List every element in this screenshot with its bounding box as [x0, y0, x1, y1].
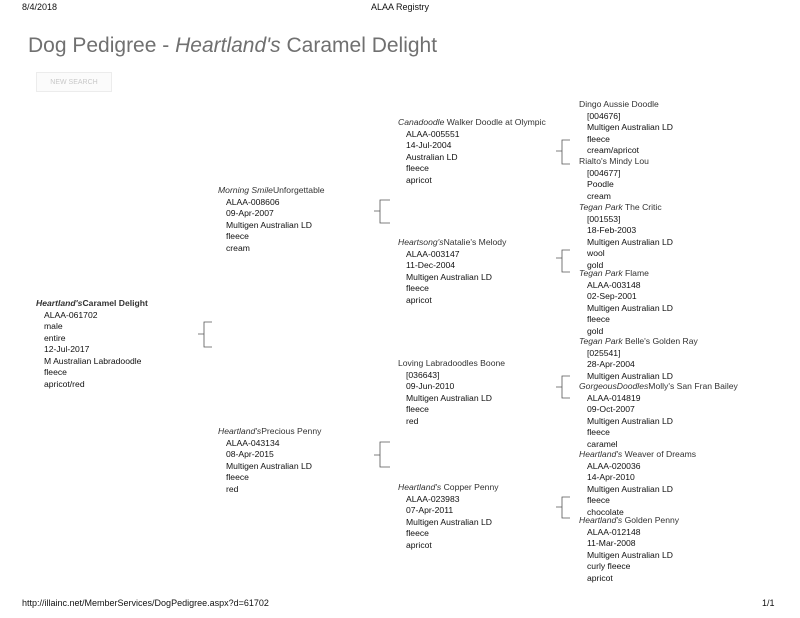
dog-detail: Multigen Australian LD — [226, 219, 312, 230]
dog-detail: cream — [226, 242, 250, 253]
dog-detail: cream — [587, 190, 611, 201]
dog-detail: curly fleece — [587, 561, 631, 571]
kennel-prefix: GorgeousDoodles — [579, 381, 649, 391]
dog-detail: Multigen Australian LD — [587, 370, 673, 381]
dog-name-link[interactable] — [398, 482, 499, 494]
dog-detail: [004677] — [587, 167, 621, 178]
print-page-number: 1/1 — [762, 598, 775, 608]
dog-detail: ALAA-003148 — [587, 279, 641, 290]
dog-name-link[interactable] — [218, 185, 325, 197]
dog-name-link[interactable] — [218, 426, 321, 438]
dog-dam-dam — [398, 482, 499, 551]
dog-detail: chocolate — [587, 506, 624, 517]
dog-detail: apricot — [406, 539, 432, 550]
dog-detail: Multigen Australian LD — [226, 460, 312, 471]
dog-name-link[interactable] — [579, 99, 673, 111]
dog-detail: 14-Apr-2010 — [587, 472, 635, 482]
dog-name-link[interactable] — [579, 336, 698, 348]
kennel-prefix: Heartland's — [218, 426, 262, 436]
dog-dam — [218, 426, 321, 495]
page-title — [28, 34, 437, 58]
dog-name: The Critic — [622, 202, 662, 212]
dog-detail: Multigen Australian LD — [587, 549, 673, 560]
dog-detail: ALAA-023983 — [406, 493, 460, 504]
print-url: http://illainc.net/MemberServices/DogPedigree.aspx?d=61702 — [22, 598, 269, 608]
dog-detail: 18-Feb-2003 — [587, 225, 637, 235]
dog-name: Belle's Golden Ray — [622, 336, 698, 346]
kennel-prefix: Morning Smile — [218, 185, 273, 195]
dog-name-link[interactable] — [579, 156, 649, 168]
dog-detail: male — [44, 321, 63, 331]
dog-detail: Multigen Australian LD — [587, 302, 673, 313]
dog-detail: cream/apricot — [587, 145, 640, 155]
kennel-prefix: Tegan Park — [579, 336, 623, 346]
kennel-prefix: Heartland's — [579, 515, 623, 525]
dog-dam-sire — [398, 358, 505, 427]
dog-detail: Poodle — [587, 179, 614, 189]
dog-detail: ALAA-014819 — [587, 392, 641, 403]
dog-name: Precious Penny — [261, 426, 322, 436]
dog-dam-dam-sire — [579, 449, 696, 518]
dog-name-link[interactable] — [579, 449, 696, 461]
dog-detail: Multigen Australian LD — [406, 392, 492, 403]
kennel-prefix: Heartland's — [36, 298, 83, 308]
dog-detail: Multigen Australian LD — [406, 271, 492, 282]
dog-name-link[interactable] — [579, 381, 738, 393]
dog-name: Natalie's Melody — [443, 237, 507, 247]
dog-name: Walker Doodle at Olympic — [444, 117, 546, 127]
dog-detail: fleece — [587, 427, 610, 437]
kennel-prefix: Heartsong's — [398, 237, 444, 247]
dog-detail: fleece — [406, 404, 429, 414]
dog-detail: 11-Mar-2008 — [587, 538, 636, 548]
dog-detail: 14-Jul-2004 — [406, 140, 452, 150]
dog-detail: Multigen Australian LD — [587, 122, 673, 132]
dog-name-link[interactable] — [398, 237, 506, 249]
dog-sire-sire-dam — [579, 156, 649, 202]
dog-detail: fleece — [406, 528, 429, 538]
dog-name-link[interactable] — [398, 358, 505, 370]
dog-detail: 07-Apr-2011 — [406, 505, 454, 515]
dog-name-link[interactable] — [398, 117, 546, 129]
dog-name-link[interactable] — [36, 298, 148, 310]
new-search-button[interactable]: NEW SEARCH — [36, 72, 112, 92]
dog-detail: fleece — [587, 314, 610, 324]
dog-detail: gold — [587, 325, 604, 336]
dog-name: Flame — [622, 268, 649, 278]
dog-detail: apricot — [587, 572, 613, 583]
print-site-title: ALAA Registry — [370, 2, 430, 12]
dog-name: Golden Penny — [622, 515, 680, 525]
dog-detail: ALAA-043134 — [226, 437, 280, 448]
dog-detail: wool — [587, 248, 605, 258]
dog-name: Rialto's Mindy Lou — [579, 156, 649, 166]
dog-name-link[interactable] — [579, 202, 673, 214]
dog-dam-dam-dam — [579, 515, 679, 584]
dog-sire-dam-sire — [579, 202, 673, 271]
dog-detail: [025541] — [587, 347, 621, 358]
dog-detail: fleece — [587, 133, 610, 144]
dog-detail: apricot/red — [44, 378, 85, 389]
kennel-prefix: Tegan Park — [579, 268, 623, 278]
dog-detail: gold — [587, 259, 604, 270]
dog-detail: red — [406, 415, 419, 426]
dog-detail: 11-Dec-2004 — [406, 260, 456, 270]
dog-detail: caramel — [587, 438, 618, 449]
dog-sire-dam-dam — [579, 268, 673, 337]
dog-detail: Australian LD — [406, 151, 458, 162]
dog-detail: apricot — [406, 294, 432, 305]
dog-detail: fleece — [587, 495, 610, 505]
kennel-prefix: Heartland's — [579, 449, 623, 459]
dog-name: Loving Labradoodles Boone — [398, 358, 506, 368]
dog-detail: fleece — [44, 367, 67, 377]
dog-detail: ALAA-061702 — [44, 309, 98, 320]
dog-detail: ALAA-003147 — [406, 248, 460, 259]
dog-detail: apricot — [406, 174, 432, 185]
dog-detail: Multigen Australian LD — [587, 236, 673, 247]
dog-detail: M Australian Labradoodle — [44, 355, 142, 366]
dog-name: Copper Penny — [441, 482, 499, 492]
dog-detail: Multigen Australian LD — [587, 415, 673, 426]
dog-sire-sire-sire — [579, 99, 673, 157]
dog-detail: fleece — [226, 231, 249, 241]
dog-detail: ALAA-012148 — [587, 526, 641, 537]
dog-detail: ALAA-020036 — [587, 460, 641, 471]
dog-detail: ALAA-008606 — [226, 196, 280, 207]
dog-detail: Multigen Australian LD — [406, 516, 492, 527]
dog-name: Caramel Delight — [82, 298, 148, 308]
title-kennel: Heartland's — [175, 34, 281, 57]
dog-name: Molly's San Fran Bailey — [648, 381, 738, 391]
dog-dam-sire-dam — [579, 381, 738, 450]
dog-detail: [001553] — [587, 213, 621, 224]
dog-detail: 28-Apr-2004 — [587, 359, 635, 369]
dog-dam-sire-sire — [579, 336, 698, 382]
kennel-prefix: Canadoodle — [398, 117, 445, 127]
kennel-prefix: Tegan Park — [579, 202, 623, 212]
dog-name-link[interactable] — [579, 268, 673, 280]
dog-detail: 12-Jul-2017 — [44, 344, 90, 354]
dog-detail: red — [226, 483, 239, 494]
dog-detail: [004676] — [587, 110, 621, 121]
dog-name: Unforgettable — [272, 185, 325, 195]
dog-detail: 08-Apr-2015 — [226, 449, 274, 459]
dog-sire-dam — [398, 237, 506, 306]
dog-detail: fleece — [406, 283, 429, 293]
dog-sire-sire — [398, 117, 546, 186]
dog-detail: fleece — [226, 472, 249, 482]
title-dog-name: Caramel Delight — [280, 34, 438, 57]
dog-detail: 02-Sep-2001 — [587, 291, 637, 301]
dog-sire — [218, 185, 325, 254]
dog-detail: [036643] — [406, 369, 440, 380]
print-date: 8/4/2018 — [22, 2, 58, 12]
dog-detail: fleece — [406, 163, 429, 173]
dog-detail: 09-Jun-2010 — [406, 381, 455, 391]
title-prefix: Dog Pedigree - — [28, 34, 176, 57]
kennel-prefix: Heartland's — [398, 482, 442, 492]
dog-name-link[interactable] — [579, 515, 679, 527]
dog-detail: 09-Apr-2007 — [226, 208, 274, 218]
dog-detail: ALAA-005551 — [406, 128, 460, 139]
dog-detail: entire — [44, 332, 66, 343]
dog-detail: 09-Oct-2007 — [587, 404, 635, 414]
dog-subject — [36, 298, 148, 390]
dog-detail: Multigen Australian LD — [587, 483, 673, 494]
dog-name: Dingo Aussie Doodle — [579, 99, 659, 109]
dog-name: Weaver of Dreams — [622, 449, 697, 459]
